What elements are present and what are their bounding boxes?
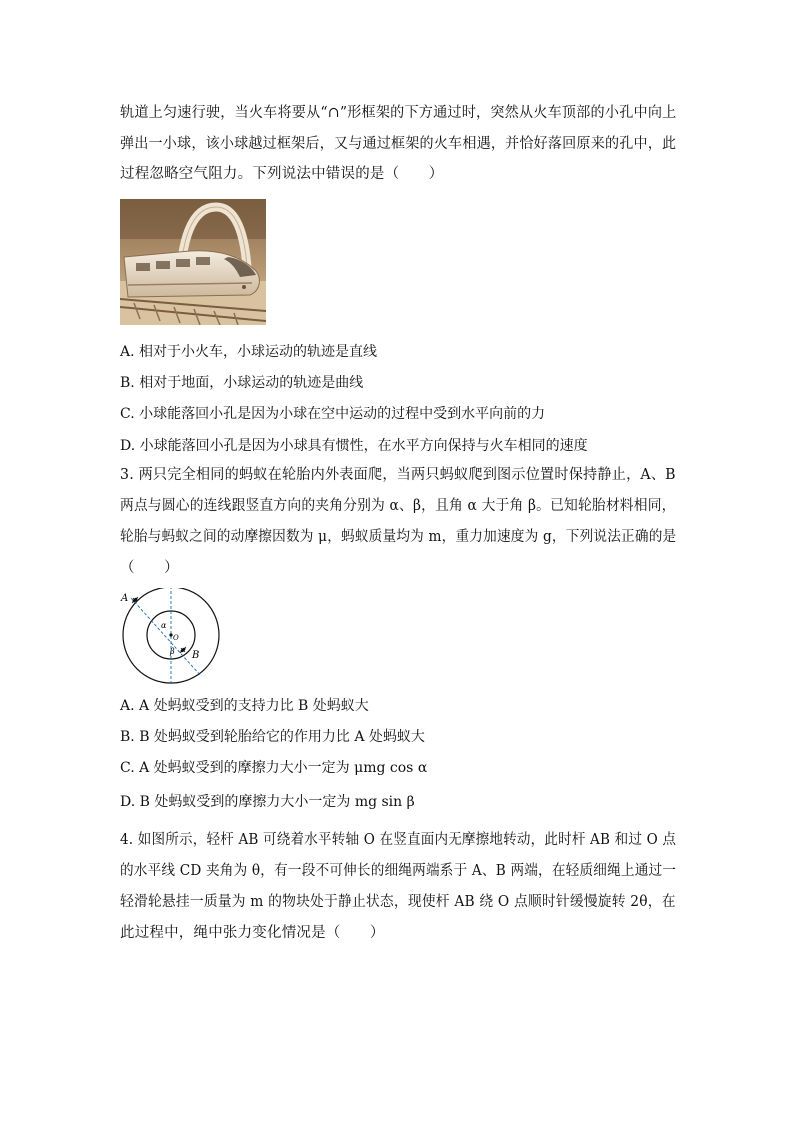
label-a: A: [121, 593, 129, 604]
q3-option-a: A. A 处蚂蚁受到的支持力比 B 处蚂蚁大: [120, 698, 369, 714]
train-arch-photo: [120, 199, 266, 325]
q4-stem-line-1: 4. 如图所示，轻杆 AB 可绕着水平转轴 O 在竖直面内无摩擦地转动，此时杆 AB 和过 O 点: [120, 832, 677, 848]
q3-stem-line-3: 轮胎与蚂蚁之间的动摩擦因数为 μ，蚂蚁质量均为 m，重力加速度为 g，下列说法正确的是: [120, 529, 677, 545]
label-beta: β: [170, 647, 175, 656]
q3-stem-line-1: 3. 两只完全相同的蚂蚁在轮胎内外表面爬，当两只蚂蚁爬到图示位置时保持静止，A、B: [120, 467, 676, 483]
q4-stem-line-3: 轻滑轮悬挂一质量为 m 的物块处于静止状态，现使杆 AB 绕 O 点顺时针缓慢旋转 2θ，在: [120, 894, 676, 910]
q2-stem-line-2: 弹出一小球，该小球越过框架后，又与通过框架的火车相遇，并恰好落回原来的孔中，此: [120, 136, 677, 152]
label-alpha: α: [161, 621, 167, 630]
ant-b-icon: [180, 647, 187, 653]
radial-dashed-line: [131, 598, 201, 676]
q3-option-b: B. B 处蚂蚁受到轮胎给它的作用力比 A 处蚂蚁大: [120, 729, 425, 745]
tyre-ant-diagram: [118, 588, 226, 684]
label-o: O: [173, 634, 179, 642]
q3-stem-line-2: 两点与圆心的连线跟竖直方向的夹角分别为 α、β，且角 α 大于角 β。已知轮胎材料相同，: [120, 498, 676, 514]
q3-option-c: C. A 处蚂蚁受到的摩擦力大小一定为 μmg cos α: [120, 760, 428, 776]
q2-stem-line-3: 过程忽略空气阻力。下列说法中错误的是（ ）: [120, 166, 444, 182]
q4-stem-line-2: 的水平线 CD 夹角为 θ，有一段不可伸长的细绳两端系于 A、B 两端，在轻质细绳上通过一: [120, 863, 677, 879]
q2-option-a: A. 相对于小火车，小球运动的轨迹是直线: [120, 344, 378, 360]
q3-option-d: D. B 处蚂蚁受到的摩擦力大小一定为 mg sin β: [120, 794, 415, 810]
q2-option-c: C. 小球能落回小孔是因为小球在空中运动的过程中受到水平向前的力: [120, 406, 546, 422]
q3-stem-line-4: （ ）: [120, 560, 179, 576]
q2-option-b: B. 相对于地面，小球运动的轨迹是曲线: [120, 375, 364, 391]
label-b: B: [192, 650, 200, 661]
q2-stem-line-1: 轨道上匀速行驶，当火车将要从“∩”形框架的下方通过时，突然从火车顶部的小孔中向上: [120, 105, 677, 121]
q4-stem-line-4: 此过程中，绳中张力变化情况是（ ）: [120, 925, 385, 941]
q2-option-d: D. 小球能落回小孔是因为小球具有惯性，在水平方向保持与火车相同的速度: [120, 438, 588, 454]
